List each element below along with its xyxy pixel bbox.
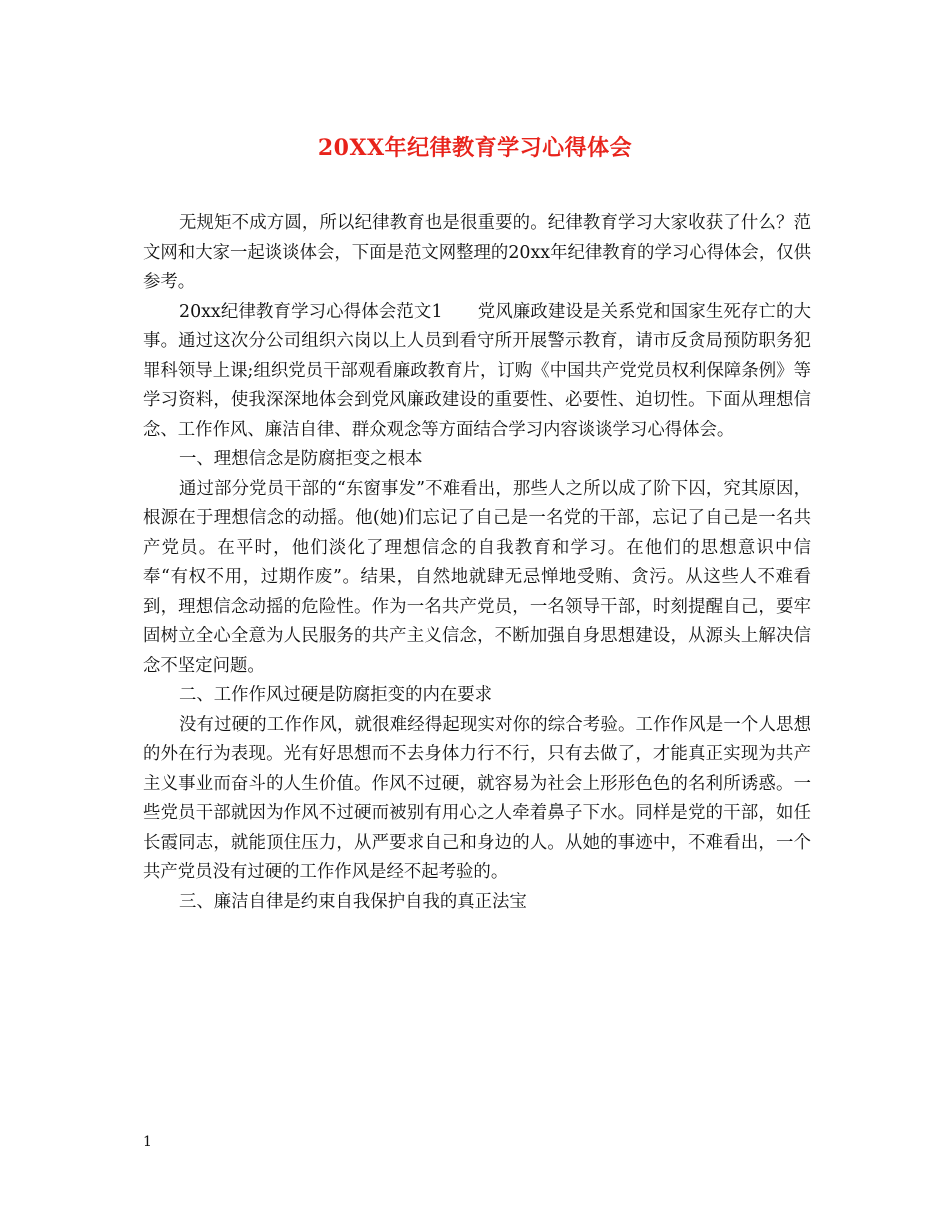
document-body xyxy=(143,209,811,917)
paragraph-intro: 无规矩不成方圆，所以纪律教育也是很重要的。纪律教育学习大家收获了什么？范文网和大家一起谈谈体会，下面是范文网整理的20xx年纪律教育的学习心得体会，仅供参考。 xyxy=(143,213,811,292)
section-heading-2: 二、工作作风过硬是防腐拒变的内在要求 xyxy=(179,685,493,705)
section-heading-3: 三、廉洁自律是约束自我保护自我的真正法宝 xyxy=(179,891,527,912)
paragraph-section-1: 通过部分党员干部的“东窗事发”不难看出，那些人之所以成了阶下囚，究其原因，根源在于理想信念的动摇。他(她)们忘记了自己是一名党的干部，忘记了自己是一名共产党员。在平时，他们淡化了理想信念的自我教育和学习。在他们的思想意识中信奉“有权不用，过期作废”。结果，自然地就肆无忌惮地受贿、贪污。从这些人不难看到，理想信念动摇的危险性。作为一名共产党员，一名领导干部，时刻提醒自己，要牢固树立全心全意为人民服务的共产主义信念，不断加强自身思想建设，从源头上解决信念不坚定问题。 xyxy=(143,478,811,676)
document-title: 20XX年纪律教育学习心得体会 xyxy=(317,135,633,161)
section-heading-1: 一、理想信念是防腐拒变之根本 xyxy=(179,449,423,469)
page-number: 1 xyxy=(143,1134,152,1150)
paragraph-essay-opening: 20xx纪律教育学习心得体会范文1 党风廉政建设是关系党和国家生死存亡的大事。通过这次分公司组织六岗以上人员到看守所开展警示教育，请市反贪局预防职务犯罪科领导上课;组织党员干部观看廉政教育片，订购《中国共产党党员权利保障条例》等学习资料，使我深深地体会到党风廉政建设的重要性、必要性、迫切性。下面从理想信念、工作作风、廉洁自律、群众观念等方面结合学习内容谈谈学习心得体会。 xyxy=(143,301,811,440)
paragraph-section-2: 没有过硬的工作作风，就很难经得起现实对你的综合考验。工作作风是一个人思想的外在行为表现。光有好思想而不去身体力行不行，只有去做了，才能真正实现为共产主义事业而奋斗的人生价值。作风不过硬，就容易为社会上形形色色的名利所诱惑。一些党员干部就因为作风不过硬而被别有用心之人牵着鼻子下水。同样是党的干部，如任长霞同志，就能顶住压力，从严要求自己和身边的人。从她的事迹中，不难看出，一个共产党员没有过硬的工作作风是经不起考验的。 xyxy=(143,714,811,882)
